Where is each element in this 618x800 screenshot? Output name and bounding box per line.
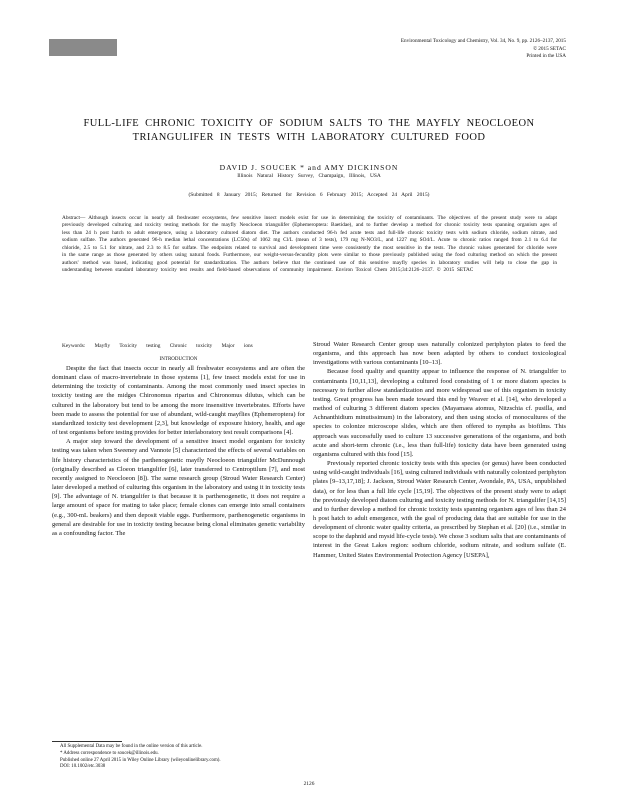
keywords: Keywords: Mayfly Toxicity testing Chronic toxicity Major ions — [62, 343, 253, 349]
introduction-heading: INTRODUCTION — [159, 357, 198, 362]
paragraph: Because food quality and quantity appear to influence the response of N. triangulifer to contaminants [10,11,13], developing a cultured food consisting of 1 or more diatom species is necessary to further allow standardization and more widespread use of this organism in toxicity testing. Great progress has been made toward this end by Weaver et al. [14], who developed a method of culturing 3 different diatom species (Mayamaea atomus, Nitzschia cf. pusilla, and Achnanthidium minutissimum) in the laboratory, and then using stocks of monocultures of the species to colonize microscope slides, which are then offered to nymphs as biofilms. This approach was successfully used to culture 13 successive generations of the organisms, and both acute and short-term chronic (i.e., less than full-life) toxicity data have been generated using organisms cultured with this food [15]. — [313, 368, 566, 458]
authors: DAVID J. SOUCEK * and AMY DICKINSON — [219, 163, 399, 172]
paragraph: Stroud Water Research Center group uses naturally colonized periphyton plates to feed the organisms, and this approach has now been adapted by others to conduct toxicological investigations with various contaminants [10–13]. — [313, 341, 566, 367]
affiliation: Illinois Natural History Survey, Champaign, Illinois, USA — [237, 173, 381, 179]
printed-line: Printed in the USA — [526, 53, 566, 59]
footnotes — [52, 744, 305, 771]
left-column — [52, 355, 305, 538]
footnote-correspondence: * Address correspondence to soucek@illinois.edu. — [60, 750, 159, 756]
title-line-1: FULL-LIFE CHRONIC TOXICITY OF SODIUM SALTS TO THE MAYFLY NEOCLOEON — [83, 118, 535, 129]
right-column — [313, 340, 566, 560]
paragraph: A major step toward the development of a sensitive insect model organism for toxicity testing was taken when Sweeney and Vannote [5] characterized the effects of several variables on life history characteristics of the parthenogenetic mayfly Neocloeon triangulifer McDunnough (originally described as Cloeon triangulifer [6], later transferred to Centroptilum [7], and most recently assigned to Neocloeon [8]). The same research group (Stroud Water Research Center) later developed a method of culturing this organism in the laboratory and using it in toxicity tests [9]. The advantage of N. triangulifer is that because it is parthenogenetic, it does not require a large amount of space for mating to take place; female clones can emerge into small containers (e.g., 300-mL beakers) and then deposit viable eggs. Furthermore, parthenogenetic organisms in general are desirable for use in toxicity testing because being clonal eliminates genetic variability as a confounding factor. The — [52, 438, 305, 537]
article-title — [40, 117, 578, 144]
title-line-2: TRIANGULIFER IN TESTS WITH LABORATORY CULTURED FOOD — [132, 131, 486, 143]
abstract: Abstract— Although insects occur in nearly all freshwater ecosystems, few sensitive insect models exist for use in determining the toxicity of contaminants. The objectives of the present study were to adapt previously developed culturing and toxicity testing methods for the mayfly Neocloeon triangulifer (Ephemeroptera: Baetidae), and to further develop a method for chronic toxicity tests spanning organism ages of less than 24 h post hatch to adult emergence, using a laboratory cultured diatom diet. The authors conducted 96-h fed acute tests and full-life chronic toxicity tests with sodium chloride, sodium nitrate, and sodium sulfate. The authors generated 96-h median lethal concentrations (LC50s) of 1062 mg Cl/L (mean of 3 tests), 179 mg N-NO3/L, and 1227 mg SO4/L. Acute to chronic ratios ranged from 2.1 to 6.4 for chloride, 2.5 to 5.1 for nitrate, and 2.3 to 8.5 for sulfate. The endpoints related to survival and development time were consistently the most sensitive in the tests. The chronic values generated for chloride were in the same range as those generated by others using natural foods. Furthermore, our weight-versus-fecundity plots were similar to those previously published using the food culturing method on which the present authors' method was based, indicating good potential for standardization. The authors believe that the continued use of this sensitive mayfly species in laboratory studies will help to close the gap in understanding between standard laboratory toxicity test results and field-based observations of community impairment. Environ Toxicol Chem 2015;34:2126–2137. © 2015 SETAC — [62, 215, 557, 274]
paragraph: Despite the fact that insects occur in nearly all freshwater ecosystems and are often the dominant class of macro-invertebrate in those systems [1], few insect models exist for use in determining the toxicity of contaminants. Among the most commonly used insect species in toxicity testing are the midges Chironomus riparius and Chironomus dilutus, which can be cultured in the laboratory but tend to be among the more insensitive invertebrates. Efforts have been made to assess the potential for use of abundant, wild-caught mayflies (Ephemeroptera) for standardized toxicity test development [2,3], but knowledge of exposure history, health, and age of test organisms before testing provides for better interlaboratory test result comparisons [4]. — [52, 365, 305, 437]
page-number: 2126 — [303, 781, 315, 787]
footnote-divider — [52, 741, 122, 742]
footnote-published: Published online 27 April 2015 in Wiley Online Library (wileyonlinelibrary.com). — [60, 757, 221, 763]
footnote-supplemental: All Supplemental Data may be found in the online version of this article. — [60, 744, 203, 749]
copyright-line: © 2015 SETAC — [533, 45, 566, 52]
journal-line: Environmental Toxicology and Chemistry, Vol. 34, No. 9, pp. 2126–2137, 2015 — [400, 38, 566, 44]
paragraph: Previously reported chronic toxicity tests with this species (or genus) have been conducted using wild-caught individuals [16], using cultured individuals with naturally colonized periphyton plates [9–13,17,18]; J. Jackson, Stroud Water Research Center, Avondale, PA, USA, unpublished data), or for less than a full life cycle [15,19]. The objectives of the present study were to adapt the previously developed diatom culturing and toxicity testing methods for N. triangulifer [14,15] and to further develop a method for chronic toxicity tests spanning organism ages of less than 24 h post hatch to adult emergence, with the goal of producing data that are suitable for use in the development of chronic water quality criteria, as prescribed by Stephan et al. [20] (i.e., similar in scope to the daphnid and mysid life-cycle tests). We chose 3 sodium salts that are contaminants of interest in the Great Lakes region: sodium chloride, sodium nitrate, and sodium sulfate (E. Hammer, United States Environmental Protection Agency [USEPA], — [313, 460, 566, 559]
header-gray-box — [49, 39, 117, 56]
submission-dates: (Submitted 8 January 2015; Returned for Revision 6 February 2015; Accepted 24 April 2015) — [188, 192, 430, 198]
journal-info — [316, 38, 566, 61]
footnote-doi: DOI: 10.1002/etc.3038 — [60, 764, 106, 770]
